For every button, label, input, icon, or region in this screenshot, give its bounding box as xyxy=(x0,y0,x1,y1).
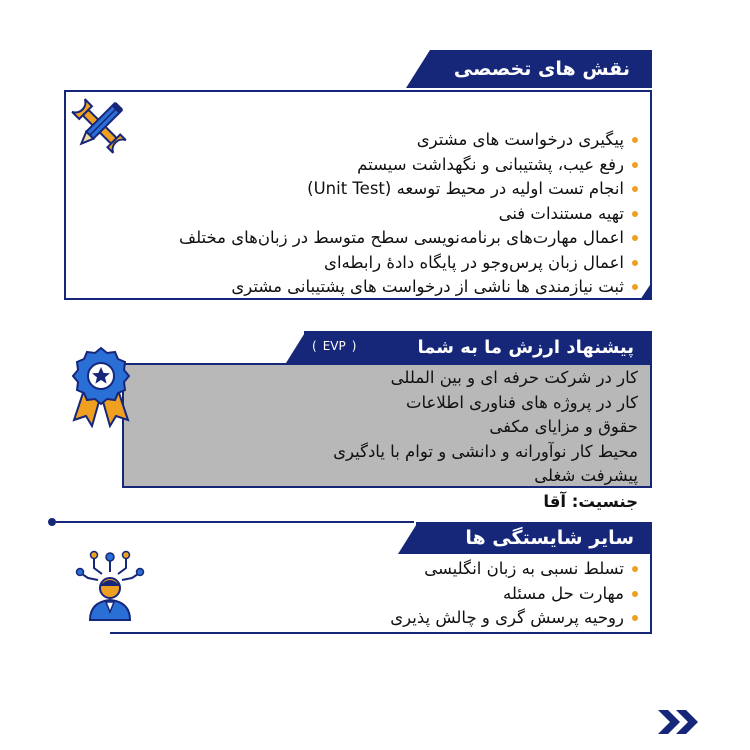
bullet-icon xyxy=(632,284,638,290)
roles-title: نقش های تخصصی xyxy=(453,58,630,80)
skills-list xyxy=(390,557,638,631)
person-network-icon-wrap xyxy=(70,550,150,628)
bullet-icon xyxy=(632,615,638,621)
list-item: محیط کار نوآورانه و دانشی و توام با یادگیری xyxy=(333,441,638,461)
list-item: حقوق و مزایای مکفی xyxy=(489,417,638,437)
list-item: اعمال مهارت‌های برنامه‌نویسی سطح متوسط در زبان‌های مختلف xyxy=(179,226,638,251)
skills-header-notch xyxy=(396,522,418,554)
bullet-icon xyxy=(632,162,638,168)
list-item: تسلط نسبی به زبان انگلیسی xyxy=(390,557,638,582)
bullet-icon xyxy=(632,566,638,572)
skills-title: سایر شایستگی ها xyxy=(465,527,634,549)
list-item: تهیه مستندات فنی xyxy=(179,202,638,227)
bullet-icon xyxy=(632,211,638,217)
roles-box-corner xyxy=(640,282,654,302)
roles-header xyxy=(430,50,652,88)
evp-list xyxy=(333,366,638,489)
list-item: مهارت حل مسئله xyxy=(390,582,638,607)
list-item: کار در شرکت حرفه ای و بین المللی xyxy=(390,368,638,387)
tools-icon xyxy=(66,93,132,159)
list-item: رفع عیب، پشتیبانی و نگهداشت سیستم xyxy=(179,153,638,178)
bullet-icon xyxy=(632,591,638,597)
bullet-icon xyxy=(632,260,638,266)
bullet-icon xyxy=(632,137,638,143)
list-item: اعمال زبان پرس‌وجو در پایگاه دادهٔ رابطه‌ای xyxy=(179,251,638,276)
list-item: کار در پروژه های فناوری اطلاعات xyxy=(405,392,638,412)
evp-title: پیشنهاد ارزش ما به شما xyxy=(417,336,634,358)
person-network-icon xyxy=(70,550,150,628)
roles-list xyxy=(179,128,638,300)
evp-header-notch xyxy=(284,331,306,363)
skills-connector-line xyxy=(44,514,414,530)
gender-line xyxy=(543,492,638,511)
list-item: پیشرفت شغلی xyxy=(534,466,638,486)
evp-badge-text: EVP xyxy=(322,339,346,353)
gender-label: جنسیت: xyxy=(571,492,638,511)
skills-header xyxy=(416,522,652,554)
evp-badge: ( EVP ) xyxy=(312,339,357,353)
bullet-icon xyxy=(632,186,638,192)
list-item: روحیه پرسش گری و چالش پذیری xyxy=(390,606,638,631)
next-button[interactable] xyxy=(656,708,702,736)
roles-header-notch xyxy=(400,50,432,88)
list-item: انجام تست اولیه در محیط توسعه (Unit Test) xyxy=(179,177,638,202)
gender-value: آقا xyxy=(543,492,567,511)
bullet-icon xyxy=(632,235,638,241)
award-badge-icon-wrap xyxy=(68,346,134,428)
double-chevron-right-icon xyxy=(656,708,702,736)
list-item: پیگیری درخواست های مشتری xyxy=(179,128,638,153)
tools-icon-wrap xyxy=(66,93,132,159)
award-badge-icon xyxy=(68,346,134,428)
list-item: ثبت نیازمندی ها ناشی از درخواست های پشتیبانی مشتری xyxy=(179,275,638,300)
